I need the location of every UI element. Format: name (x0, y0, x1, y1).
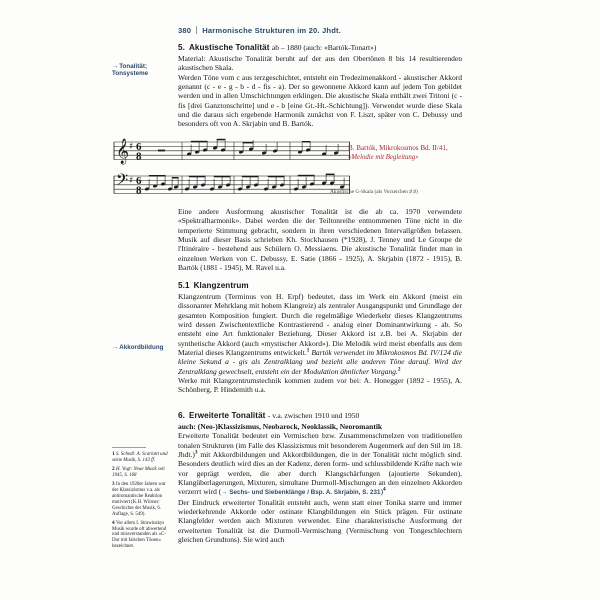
footnote-text: Vor allem I. Strawinskys Musik wurde oft abwertend und missverstanden als «C-Dur mit falschen Tönen» bezeichnet. (112, 520, 167, 550)
section-51-heading (178, 281, 462, 290)
figure-credit (348, 144, 464, 162)
time-signature-lower: 8 (136, 184, 142, 197)
section-5-subtitle: ab – 1880 (auch: «Bartók-Tonart») (271, 43, 377, 52)
figure-credit-line2: «Melodie mit Begleitung» (348, 154, 419, 161)
footnote-block (112, 452, 170, 553)
footnote-item (112, 482, 170, 517)
footnote-marker: 2 (112, 466, 115, 472)
section-5-title: Akustische Tonalität (188, 43, 270, 52)
marginal-label: Akkordbildung (119, 344, 164, 351)
erweiterte-text-b: mit Akkordbildungen und Akkordbildungen, die in der Tonalität nicht möglich sind. Besonders deutlich wird dies an der Kadenz, deren form- und schlussbildende Kräfte nach wie vor geprägt werden, die aber durch Klangschärfungen (ajoutierte Sekunden), Klangüberlagerungen, Mixturen, simultane Durmoll-Mischungen an den einzelnen Akkorden verzerrt wird ( (178, 449, 462, 497)
section-5-number: 5. (178, 43, 185, 52)
footnote-ref-1[interactable]: 1 (306, 347, 310, 354)
folio-number: 380 (178, 26, 192, 35)
erweiterte-text-a: Erweiterte Tonalität bedeutet ein Vermischen bzw. Zusammenschmelzen von traditionellen tonalen Strukturen (im Falle des Klassizismus mit besonderem Augenmerk auf den Stil im 18. Jhdt.) (178, 431, 462, 459)
figure-caption: Akustische G-Skala (als Vorzeichen ♯ ♯) (330, 189, 418, 195)
time-signature-upper: 6 (136, 141, 142, 153)
section-6-subtitle: - v.a. zwischen 1910 und 1950 (267, 411, 360, 420)
erweiterte-paragraph-1: Erweiterte Tonalität bedeutet ein Vermischen bzw. Zusammenschmelzen von traditionellen tonalen Strukturen (im Falle des Klassizismus mit besonderem Augenmerk auf den Stil im 18. Jhdt.)$^3$ mit Akkordbildungen und Akkordbildungen, die in der Tonalität nicht möglich sind. Besonders deutlich wird dies an der Kadenz, deren form- und schlussbildende Kräfte nach wie vor geprägt werden, die aber durch Klangschärfungen (ajoutierte Sekunden), Klangüberlagerungen, Mixturen, simultane Durmoll-Mischungen an den einzelnen Akkorden verzerrt wird (→ Sechs- und Siebenklänge / Bsp. A. Skrjabin, S. 231)$^4$ (178, 431, 462, 497)
klangzentrum-text-b: Bartók verwendet im Mikrokosmos Bd. IV/124 die kleine Sekund a - gis als Zentralklang und bezieht alle anderen Töne darauf. Wird der Zentralklang gewechselt, entsteht ein der Modulation ähnlicher Vorgang. (178, 347, 463, 376)
running-head-title: Harmonische Strukturen im 20. Jhdt. (202, 26, 342, 35)
footnote-text: H. Vogt: Neue Musik seit 1945, S. 168 (112, 467, 165, 478)
bass-clef-icon: 𝄢 (116, 171, 129, 193)
arrow-icon: → (112, 63, 118, 70)
time-signature-upper: 6 (136, 175, 142, 187)
half-rest-icon (158, 150, 165, 152)
section-klangzentrum (178, 281, 462, 395)
klangzentrum-paragraph-2: Werke mit Klangzentrumstechnik kommen zudem vor bei: A. Honegger (1892 - 1955), A. Schönberg, P. Hindemith u.a. (178, 375, 462, 395)
footnote-item (112, 452, 170, 464)
akustische-continued (178, 207, 462, 272)
marginal-note-tonalitaet[interactable] (112, 63, 174, 77)
section-akustische-tonalitaet (178, 43, 462, 129)
footnote-marker: 4 (112, 519, 115, 526)
arrow-icon: → (112, 344, 118, 351)
figure-credit-line1: B. Bartók, Mikrokosmos Bd. II/41, (348, 144, 448, 152)
footnote-text: In den 1920er Jahren war der Klassizismus v.a. als antiromantische Reaktion motiviert (K.H. Wörner: Geschichte der Musik, 6. Auflage, S. 549). (112, 482, 166, 517)
sharp-icon: ♯ (129, 176, 134, 186)
footnote-rule (112, 447, 146, 448)
akustische-paragraph-2: Werden Töne vom c aus terzgeschichtet, entsteht ein Tredezimenakkord - akustischer Akkord genannt (c - e - g - b - d - fis - a). Der so gewonnene Akkord kann auf jedem Ton gebildet werden und in allen Umschichtungen erklingen. Die akustische Skala enthält zwei Tritoni (c - fis [drei Ganztonschritte] und e - b [eine Gt.-Ht.-Schichtung]). Verwendet wurde diese Skala und die daraus sich ergebende Harmonik zunächst von F. Liszt, später von C. Debussy und besonders oft von A. Skrjabin und B. Bartók. (178, 72, 462, 129)
footnote-marker: 1 (112, 451, 115, 457)
marginal-note-akkordbildung[interactable] (112, 344, 174, 351)
section-6-alt-names: auch: (Neo-)Klassizismus, Neobarock, Neoklassik, Neoromantik (178, 421, 383, 431)
footnote-ref-3[interactable]: 3 (194, 449, 198, 456)
treble-clef-icon: 𝄞 (116, 139, 130, 164)
section-6-number: 6. (178, 411, 185, 420)
section-6-heading (178, 411, 462, 420)
sharp-icon: ♯ (129, 142, 134, 152)
footnote-ref-2[interactable]: 2 (397, 366, 401, 373)
section-erweiterte-tonalitaet (178, 411, 462, 544)
section-51-title: Klangzentrum (193, 281, 249, 290)
running-head (178, 26, 341, 35)
header-divider (196, 26, 197, 34)
akustische-paragraph-1: Material: Akustische Tonalität beruht auf der aus den Obertönen 8 bis 14 resultierenden akustischen Skala. (178, 53, 462, 73)
footnote-item (112, 521, 170, 551)
footnote-text: S. Schedl: A. Scarlatti und seine Musik, S. 143 ff. (112, 452, 168, 463)
time-signature-lower: 8 (136, 150, 142, 163)
section-5-heading (178, 43, 462, 52)
section-51-number: 5.1 (178, 281, 190, 290)
klangzentrum-paragraph-1 (178, 292, 462, 376)
section-6-title: Erweiterte Tonalität (188, 411, 266, 420)
marginal-label: Tonalität; Tonsysteme (112, 63, 149, 77)
footnote-ref-4[interactable]: 4 (382, 486, 386, 493)
klangzentrum-text-a: Klangzentrum (Terminus von H. Erpf) bedeutet, dass im Werk ein Akkord (meist ein dissonanter Mehrklang mit hohem Klangreiz) als zentraler Ausgangspunkt und Grundlage der gesamten Komposition fungiert. Durch die regelmäßige Wiederkehr dieses Klangzentrums wird dessen Zwischentextliche Kontrastierend - analog einer Dominantwirkung - ab. So entsteht eine Art funktionaler Beziehung. Dieser Akkord ist z.B. bei A. Skrjabin der synthetische Akkord (auch «mystischer Akkord»). Die Melodik wird meist ebenfalls aus dem Material dieses Klangzentrums entwickelt. (178, 291, 462, 357)
erweiterte-paragraph-2: Der Eindruck erweiterter Tonalität entsteht auch, wenn statt einer Tonika starre und immer wiederkehrende Akkorde oder ostinate Klangbildungen ein Stück prägen. Für ostinate Klangfelder werden auch Mixturen verwendet. Eine charakteristische Ausformung der erweiterten Tonalität ist die Durmoll-Vermischung (Vermischung von Tongeschlechtern gleichen Grundtons). Sie wird auch (178, 497, 462, 544)
upper-voice-notes (187, 139, 339, 156)
footnote-item (112, 467, 170, 479)
cross-reference-skrjabin[interactable]: → Sechs- und Siebenklänge / Bsp. A. Skrjabin, S. 231 (221, 489, 381, 497)
akustische-paragraph-3: Eine andere Ausformung akustischer Tonalität ist die ab ca. 1970 verwendete «Spektralharmonik». Dabei werden die der Teiltonreihe entnommenen Töne nicht in die temperierte Stimmung gebracht, sondern in ihren verschiedenen Intervallgrößen belassen. Musik auf dieser Basis schrieben Kh. Stockhausen (*1928), J. Tenney und Le Groupe de l'Itinéraire - bestehend aus Schülern O. Messiaens. Die akustische Tonalität findet man in einzelnen Werken von C. Debussy, E. Satie (1866 - 1925), A. Skrjabin (1872 - 1915), B. Bartók (1881 - 1945), M. Ravel u.a. (178, 207, 462, 273)
footnote-marker: 3 (112, 481, 115, 487)
